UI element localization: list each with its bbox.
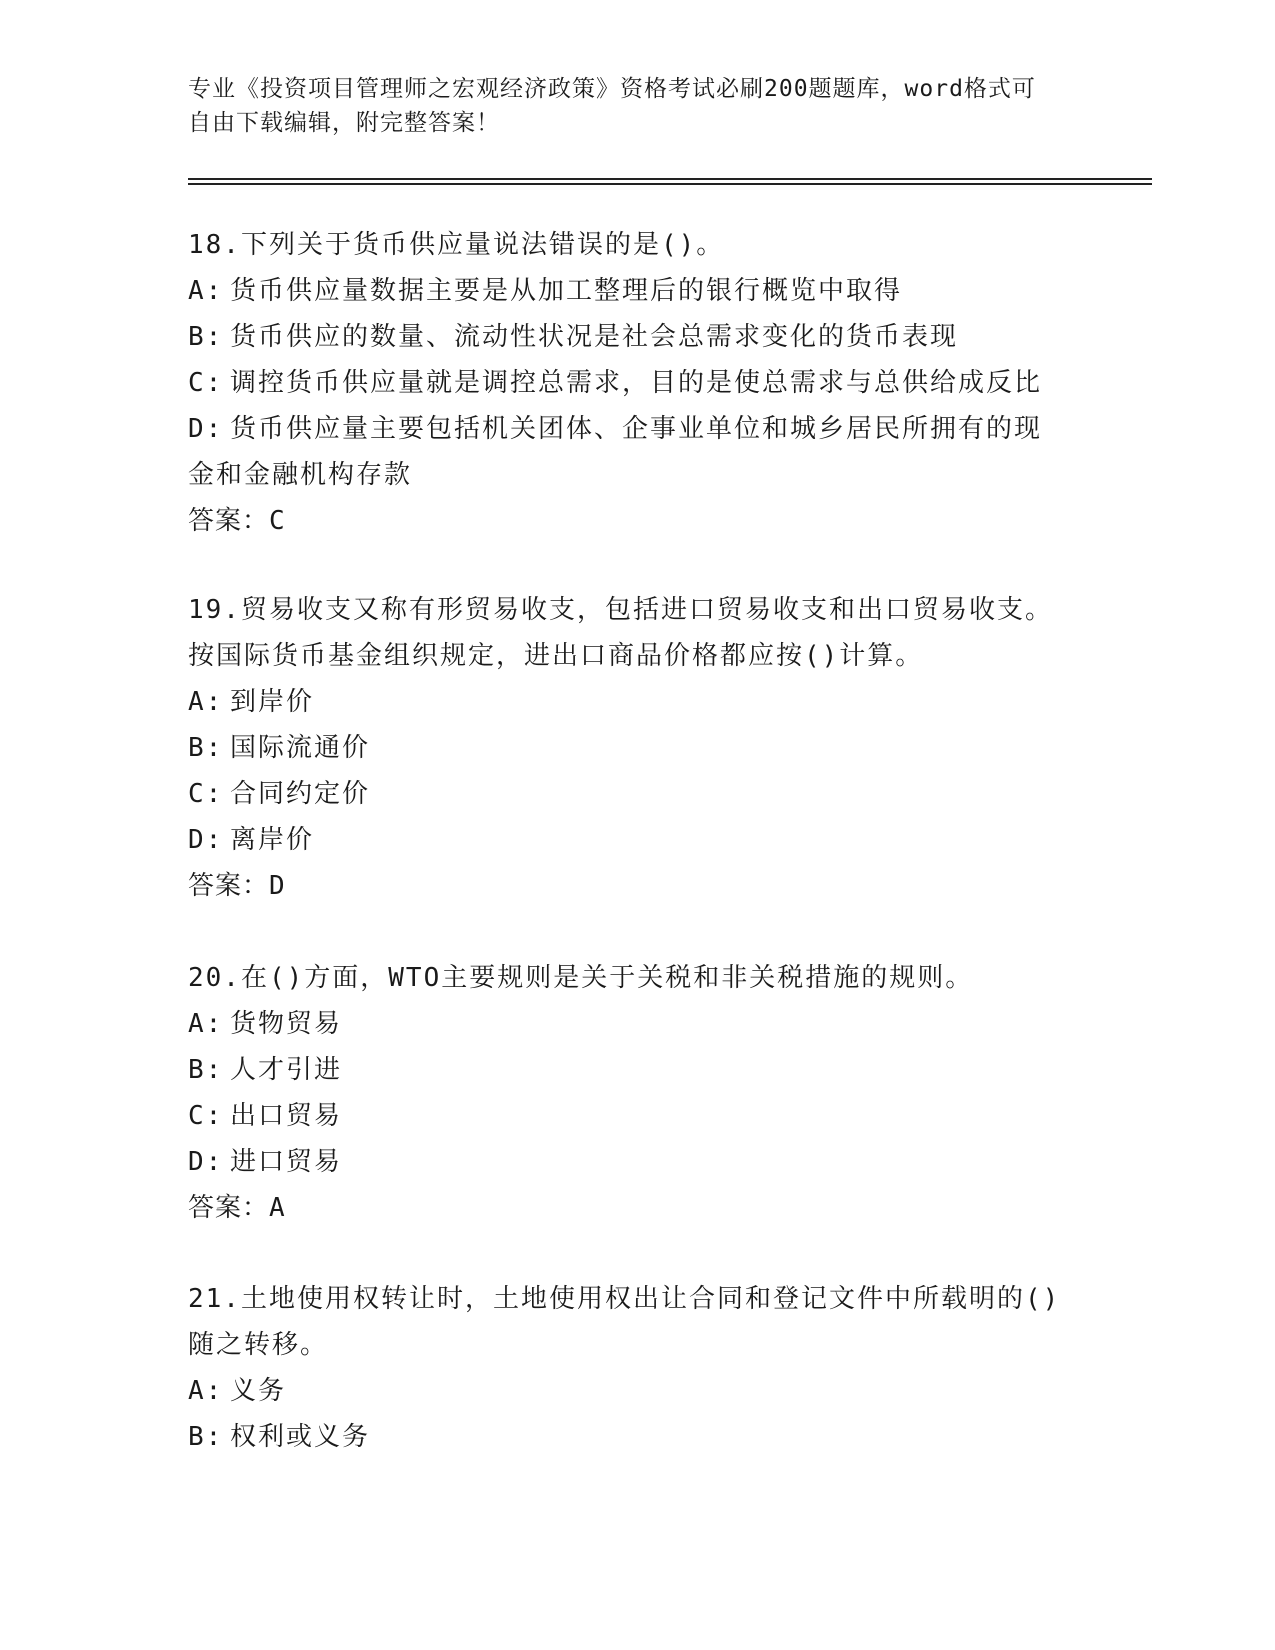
option-b (188, 725, 1088, 771)
header-line-1: 专业《投资项目管理师之宏观经济政策》资格考试必刷200题题库，word格式可 (188, 76, 1036, 102)
option-key: B: (188, 733, 224, 763)
option-text: 出口贸易 (230, 1101, 343, 1131)
option-text: 调控货币供应量就是调控总需求，目的是使总需求与总供给成反比 (230, 368, 1043, 398)
answer-label: 答案： (188, 1193, 270, 1223)
question-stem-continuation: 随之转移。 (188, 1330, 329, 1360)
option-text: 货物贸易 (230, 1009, 343, 1039)
question-stem-continuation: 按国际货币基金组织规定，进出口商品价格都应按()计算。 (188, 641, 924, 671)
option-text: 离岸价 (230, 825, 315, 855)
option-text: 货币供应量主要包括机关团体、企事业单位和城乡居民所拥有的现 (230, 414, 1043, 444)
answer-label: 答案： (188, 506, 270, 536)
option-a (188, 1001, 1088, 1047)
option-d (188, 406, 1088, 452)
option-b (188, 1047, 1088, 1093)
option-c (188, 1093, 1088, 1139)
option-c (188, 360, 1088, 406)
option-a (188, 1368, 1088, 1414)
option-key: C: (188, 779, 224, 809)
option-text: 人才引进 (230, 1055, 343, 1085)
option-key: C: (188, 1101, 224, 1131)
option-b (188, 1414, 1088, 1460)
option-text: 货币供应的数量、流动性状况是社会总需求变化的货币表现 (230, 322, 959, 352)
document-header (188, 72, 1088, 140)
header-divider-bottom (188, 183, 1152, 185)
question-19 (188, 587, 1088, 909)
question-stem: 19.贸易收支又称有形贸易收支，包括进口贸易收支和出口贸易收支。 (188, 595, 1053, 625)
question-21 (188, 1276, 1088, 1460)
answer-value: D (269, 871, 286, 901)
option-text: 国际流通价 (230, 733, 371, 763)
option-key: A: (188, 1376, 224, 1406)
option-c (188, 771, 1088, 817)
answer-line (188, 1185, 1088, 1231)
option-d-continuation: 金和金融机构存款 (188, 460, 413, 490)
option-key: C: (188, 368, 224, 398)
answer-value: C (269, 506, 286, 536)
option-key: D: (188, 1147, 224, 1177)
question-18 (188, 222, 1088, 544)
question-stem: 18.下列关于货币供应量说法错误的是()。 (188, 230, 725, 260)
option-b (188, 314, 1088, 360)
option-a (188, 268, 1088, 314)
question-stem: 20.在()方面，WTO主要规则是关于关税和非关税措施的规则。 (188, 963, 974, 993)
option-key: D: (188, 414, 224, 444)
option-key: A: (188, 276, 224, 306)
option-key: B: (188, 322, 224, 352)
option-text: 到岸价 (230, 687, 315, 717)
option-key: B: (188, 1055, 224, 1085)
answer-line (188, 863, 1088, 909)
question-stem: 21.土地使用权转让时，土地使用权出让合同和登记文件中所载明的() (188, 1284, 1061, 1314)
option-text: 合同约定价 (230, 779, 371, 809)
option-key: D: (188, 825, 224, 855)
option-key: B: (188, 1422, 224, 1452)
question-20 (188, 955, 1088, 1231)
answer-line (188, 498, 1088, 544)
option-d (188, 1139, 1088, 1185)
option-a (188, 679, 1088, 725)
option-d (188, 817, 1088, 863)
option-text: 权利或义务 (230, 1422, 371, 1452)
header-line-2: 自由下载编辑，附完整答案！ (188, 110, 500, 136)
option-text: 货币供应量数据主要是从加工整理后的银行概览中取得 (230, 276, 903, 306)
header-divider-top (188, 178, 1152, 180)
answer-value: A (269, 1193, 286, 1223)
option-key: A: (188, 1009, 224, 1039)
option-text: 进口贸易 (230, 1147, 343, 1177)
option-text: 义务 (230, 1376, 287, 1406)
answer-label: 答案： (188, 871, 270, 901)
option-key: A: (188, 687, 224, 717)
